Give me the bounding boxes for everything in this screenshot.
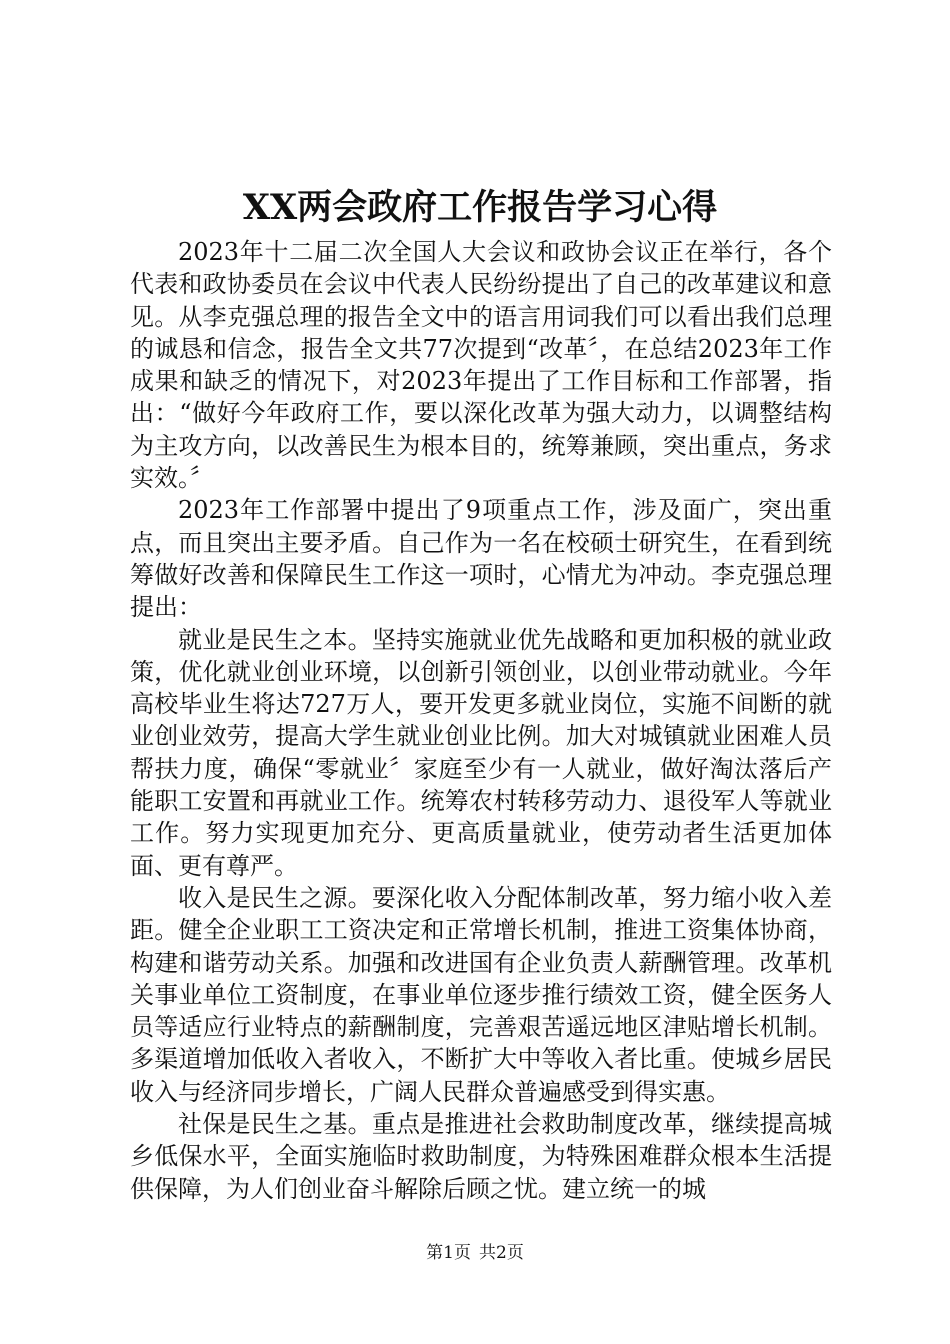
document-body [130,236,832,1205]
page-number: 第1页 [426,1243,471,1263]
paragraph-3: 就业是民生之本。坚持实施就业优先战略和更加积极的就业政策，优化就业创业环境，以创新引领创业，以创业带动就业。今年高校毕业生将达727万人，要开发更多就业岗位，实施不间断的就业创业效劳，提高大学生就业创业比例。加大对城镇就业困难人员帮扶力度，确保“零就业〞家庭至少有一人就业，做好淘汰落后产能职工安置和再就业工作。统筹农村转移劳动力、退役军人等就业工作。努力实现更加充分、更高质量就业，使劳动者生活更加体面、更有尊严。 [130,625,832,880]
page-footer [0,1241,950,1265]
page-total: 共2页 [479,1243,524,1263]
paragraph-5: 社保是民生之基。重点是推进社会救助制度改革，继续提高城乡低保水平，全面实施临时救助制度，为特殊困难群众根本生活提供保障，为人们创业奋斗解除后顾之忧。建立统一的城 [130,1110,832,1203]
paragraph-1: 2023年十二届二次全国人大会议和政协会议正在举行，各个代表和政协委员在会议中代表人民纷纷提出了自己的改革建议和意见。从李克强总理的报告全文中的语言用词我们可以看出我们总理的诚恳和信念，报告全文共77次提到“改革〞，在总结2023年工作成果和缺乏的情况下，对2023年提出了工作目标和工作部署，指出：“做好今年政府工作，要以深化改革为强大动力，以调整结构为主攻方向，以改善民生为根本目的，统筹兼顾，突出重点，务求实效。〞 [130,238,832,493]
page-title: XX两会政府工作报告学习心得 [242,187,718,228]
paragraph-4: 收入是民生之源。要深化收入分配体制改革，努力缩小收入差距。健全企业职工工资决定和正常增长机制，推进工资集体协商，构建和谐劳动关系。加强和改进国有企业负责人薪酬管理。改革机关事业单位工资制度，在事业单位逐步推行绩效工资，健全医务人员等适应行业特点的薪酬制度，完善艰苦遥远地区津贴增长机制。多渠道增加低收入者收入，不断扩大中等收入者比重。使城乡居民收入与经济同步增长，广阔人民群众普遍感受到得实惠。 [130,883,832,1106]
paragraph-2: 2023年工作部署中提出了9项重点工作，涉及面广，突出重点，而且突出主要矛盾。自己作为一名在校硕士研究生，在看到统筹做好改善和保障民生工作这一项时，心情尤为冲动。李克强总理提出： [130,496,832,622]
